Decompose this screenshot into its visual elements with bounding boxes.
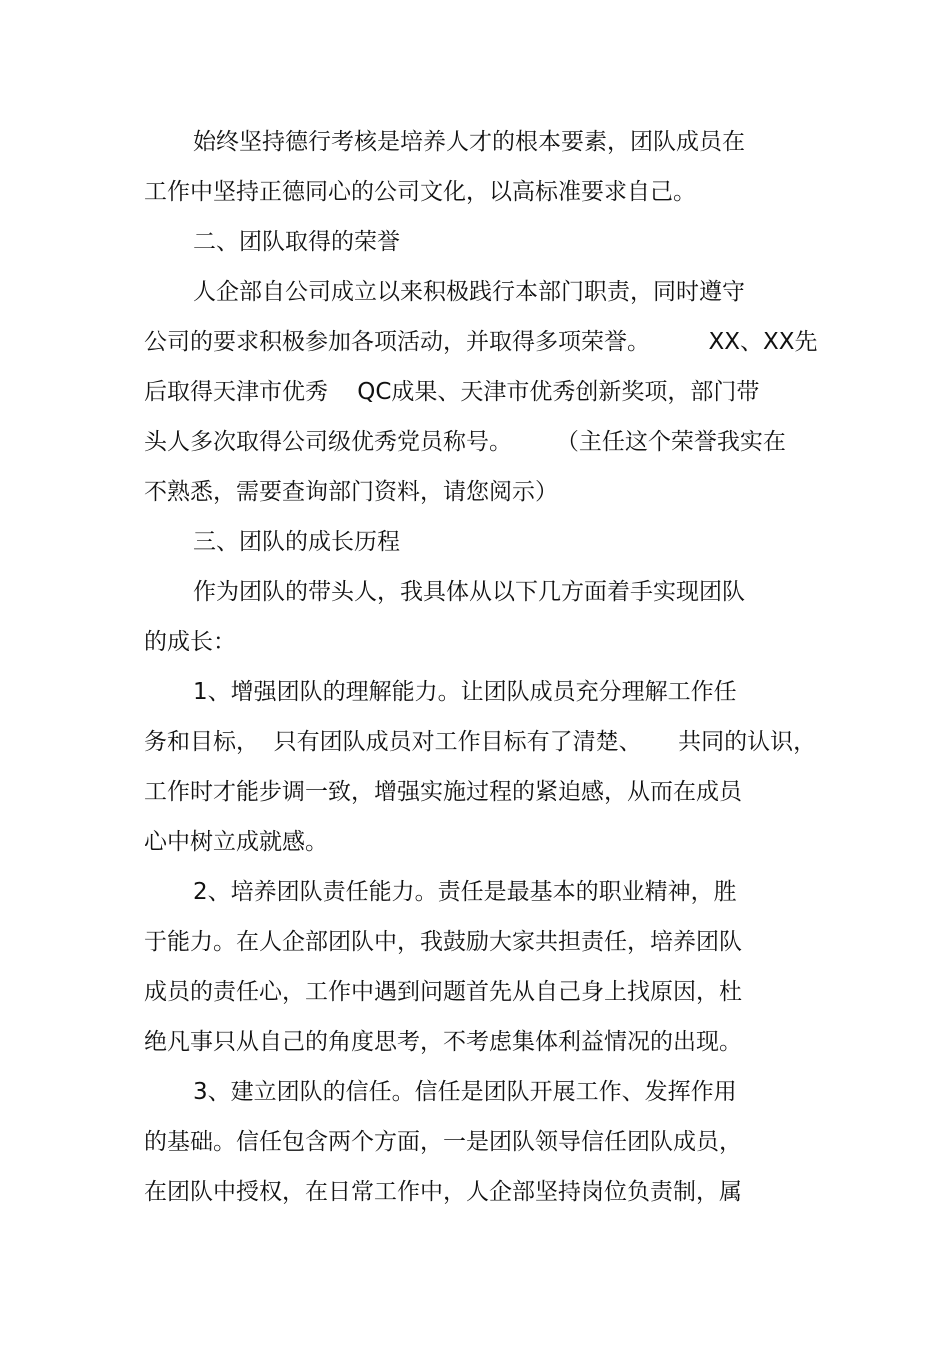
text-line: 在团队中授权，在日常工作中，人企部坚持岗位负责制，属 bbox=[144, 1179, 742, 1205]
text-line: 工作中坚持正德同心的公司文化，以高标准要求自己。 bbox=[144, 179, 696, 205]
text-line: 始终坚持德行考核是培养人才的根本要素，团队成员在 bbox=[193, 129, 745, 155]
text-line: 2、培养团队责任能力。责任是最基本的职业精神，胜 bbox=[193, 879, 737, 905]
section-heading: 三、团队的成长历程 bbox=[193, 529, 400, 555]
text-line: 成员的责任心，工作中遇到问题首先从自己身上找原因，杜 bbox=[144, 979, 742, 1005]
section-heading: 二、团队取得的荣誉 bbox=[193, 229, 400, 255]
text-line: 的基础。信任包含两个方面，一是团队领导信任团队成员， bbox=[144, 1129, 742, 1155]
text-line: 心中树立成就感。 bbox=[144, 829, 328, 855]
text-line: 头人多次取得公司级优秀党员称号。 （主任这个荣誉我实在 bbox=[144, 429, 786, 455]
text-line: 务和目标， 只有团队成员对工作目标有了清楚、 共同的认识， bbox=[144, 729, 817, 755]
text-line: 于能力。在人企部团队中，我鼓励大家共担责任，培养团队 bbox=[144, 929, 742, 955]
text-line: 绝凡事只从自己的角度思考，不考虑集体利益情况的出现。 bbox=[144, 1029, 742, 1055]
text-line: 后取得天津市优秀 QC成果、天津市优秀创新奖项，部门带 bbox=[144, 379, 760, 405]
text-line: 不熟悉，需要查询部门资料，请您阅示） bbox=[144, 479, 558, 505]
text-line: 公司的要求积极参加各项活动，并取得多项荣誉。 XX、XX先 bbox=[144, 329, 818, 355]
text-line: 1、增强团队的理解能力。让团队成员充分理解工作任 bbox=[193, 679, 737, 705]
text-line: 人企部自公司成立以来积极践行本部门职责，同时遵守 bbox=[193, 279, 745, 305]
text-line: 工作时才能步调一致，增强实施过程的紧迫感，从而在成员 bbox=[144, 779, 742, 805]
text-line: 作为团队的带头人，我具体从以下几方面着手实现团队 bbox=[193, 579, 745, 605]
text-line: 3、建立团队的信任。信任是团队开展工作、发挥作用 bbox=[193, 1079, 737, 1105]
text-line: 的成长： bbox=[144, 629, 236, 655]
